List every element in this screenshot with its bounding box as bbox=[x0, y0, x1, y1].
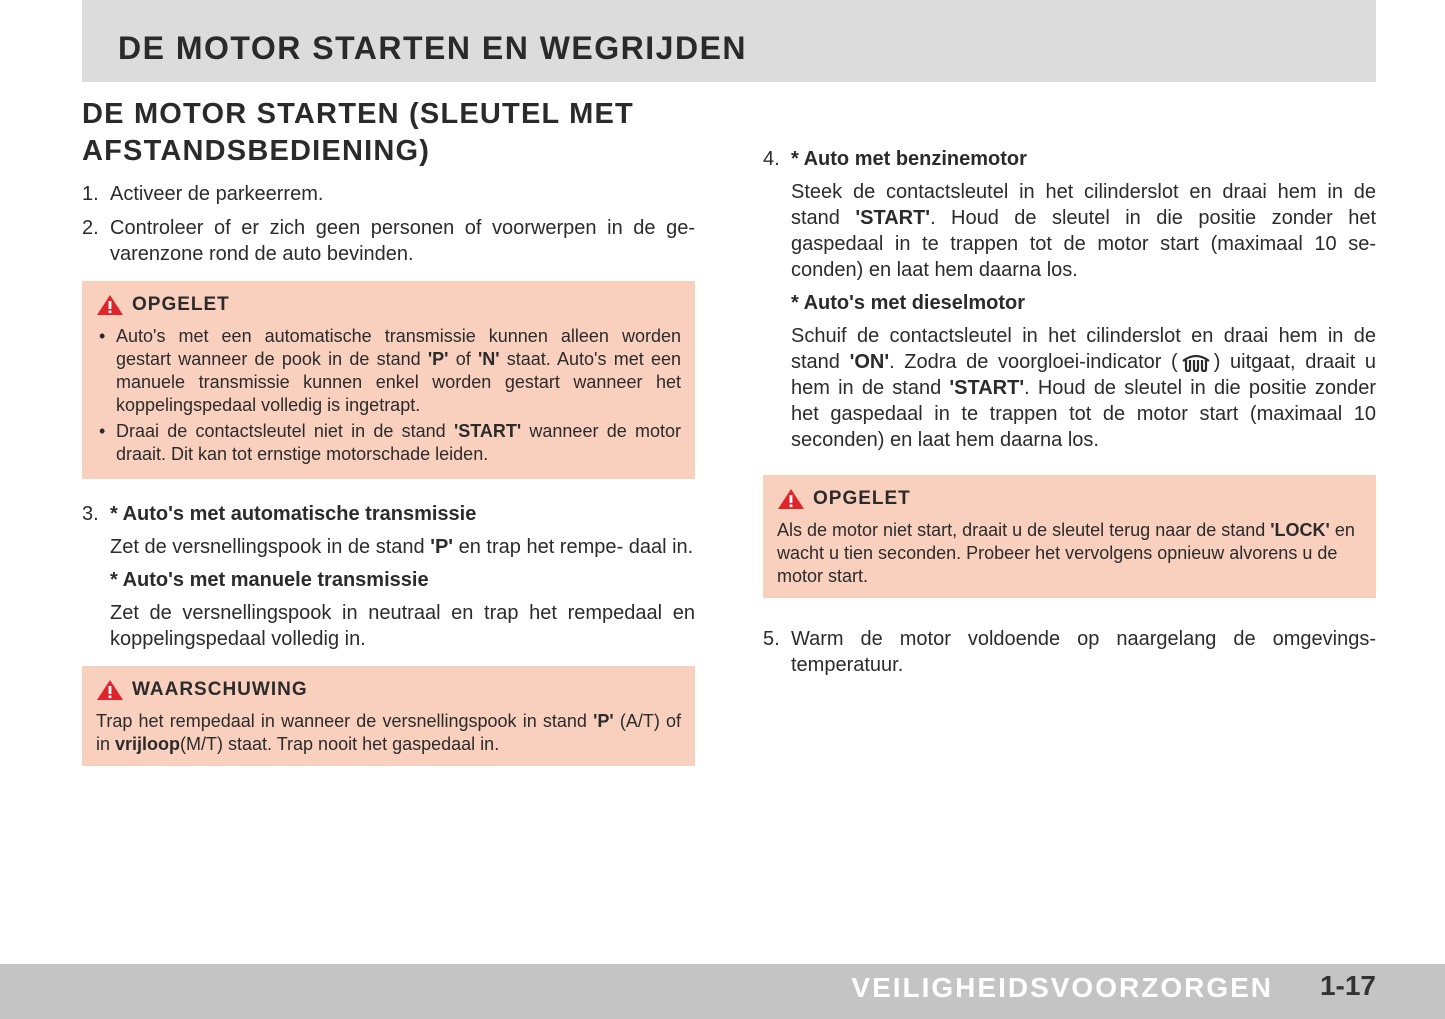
text-run-bold: 'P' bbox=[430, 536, 454, 558]
text-run-bold: 'ON' bbox=[849, 351, 890, 373]
page-number: 1-17 bbox=[1319, 970, 1376, 1001]
text-run: . Houd de sleutel in die positie zonder het gaspedaal in te trappen tot de motor start (maximaal 10 seconden) en laat hem daarna los. bbox=[791, 377, 1377, 451]
text-run: en trap het rempe- daal in. bbox=[453, 536, 694, 558]
step-5 bbox=[763, 626, 1376, 678]
text-run-bold: 'N' bbox=[477, 349, 500, 369]
warning-triangle-icon bbox=[96, 679, 124, 701]
callout-title: OPGELET bbox=[813, 488, 911, 509]
step-3-auto-heading: * Auto's met automatische transmissie bbox=[110, 503, 477, 525]
text-run: of bbox=[448, 349, 478, 369]
warning-triangle-icon bbox=[96, 294, 124, 316]
text-run-bold: vrijloop bbox=[115, 734, 181, 754]
text-run-bold: 'START' bbox=[855, 207, 931, 229]
text-run: Trap het rempedaal in wanneer de versnellingspook in stand bbox=[96, 711, 594, 731]
text-run: en wacht u tien seconden. Probeer het vervolgens opnieuw alvorens u de motor start. bbox=[777, 520, 1355, 586]
text-run: Auto's met een automatische transmissie kunnen alleen worden gestart wanneer de pook in de stand bbox=[116, 326, 681, 369]
text-run-bold: 'START' bbox=[949, 377, 1025, 399]
warning-triangle-icon bbox=[777, 488, 805, 510]
step-number: 3. bbox=[82, 503, 99, 525]
bullet-item bbox=[96, 325, 681, 417]
text-run: . Zodra de voorgloei-indicator ( bbox=[889, 351, 1178, 373]
text-run: Draai de contactsleutel niet in de stand bbox=[116, 421, 454, 441]
callout-header bbox=[96, 294, 681, 316]
step-number: 4. bbox=[763, 148, 780, 170]
text-run: (M/T) staat. Trap nooit het gaspedaal in. bbox=[180, 734, 500, 754]
step-1-text: Activeer de parkeerrem. bbox=[110, 183, 324, 205]
text-run: Als de motor niet start, draait u de sleutel terug naar de stand bbox=[777, 520, 1271, 540]
section-title-line1: DE MOTOR STARTEN (SLEUTEL MET bbox=[82, 98, 634, 130]
step-4-diesel-heading: * Auto's met dieselmotor bbox=[791, 292, 1026, 314]
text-run: (A/T) of in bbox=[96, 711, 681, 754]
footer-band bbox=[0, 964, 1445, 1019]
callout-title: WAARSCHUWING bbox=[132, 679, 308, 700]
step-3-auto-text bbox=[110, 534, 695, 560]
right-column bbox=[763, 146, 1376, 678]
page-header-title: DE MOTOR STARTEN EN WEGRIJDEN bbox=[118, 30, 748, 66]
step-2-text: Controleer of er zich geen personen of voorwerpen in de ge- varenzone rond de auto bevinden. bbox=[110, 217, 695, 265]
text-run: Schuif de contactsleutel in het cilinderslot en draai hem in de stand bbox=[791, 325, 1376, 373]
step-3-manual-heading: * Auto's met manuele transmissie bbox=[110, 569, 429, 591]
text-run-bold: 'P' bbox=[593, 711, 614, 731]
step-2 bbox=[82, 215, 695, 267]
step-4-diesel-text bbox=[791, 323, 1376, 453]
callout-bullets bbox=[96, 325, 681, 466]
caution-callout-1 bbox=[82, 281, 695, 479]
caution-callout-2 bbox=[763, 475, 1376, 598]
step-3 bbox=[82, 501, 695, 652]
section-title bbox=[82, 96, 695, 170]
step-3-manual-text: Zet de versnellingspook in neutraal en trap het rempedaal en koppelingspedaal volledig in. bbox=[110, 602, 695, 650]
step-number: 1. bbox=[82, 183, 99, 205]
section-title-line2: AFSTANDSBEDIENING) bbox=[82, 135, 431, 167]
step-number: 5. bbox=[763, 628, 780, 650]
header-band bbox=[82, 0, 1376, 82]
glow-plug-icon bbox=[1180, 352, 1212, 372]
step-5-text: Warm de motor voldoende op naargelang de omgevings- temperatuur. bbox=[791, 628, 1376, 676]
text-run-bold: 'LOCK' bbox=[1270, 520, 1330, 540]
step-4 bbox=[763, 146, 1376, 453]
text-run: Steek de contactsleutel in het cilinderslot en draai hem in de stand bbox=[791, 181, 1376, 229]
bullet-item bbox=[96, 420, 681, 466]
left-column bbox=[82, 96, 695, 766]
step-1 bbox=[82, 181, 695, 207]
step-4-petrol-text bbox=[791, 179, 1376, 283]
callout-header bbox=[777, 488, 1362, 510]
callout-header bbox=[96, 679, 681, 701]
callout-text bbox=[777, 519, 1362, 588]
text-run: ) uitgaat, draait u hem in de stand bbox=[791, 351, 1377, 399]
warning-callout bbox=[82, 666, 695, 766]
step-4-petrol-heading: * Auto met benzinemotor bbox=[791, 148, 1027, 170]
callout-text bbox=[96, 710, 681, 756]
text-run-bold: 'START' bbox=[453, 421, 522, 441]
callout-title: OPGELET bbox=[132, 294, 230, 315]
text-run: . Houd de sleutel in die positie zonder het gaspedaal in te trappen tot de motor start (maximaal 10 se- conden) en laat hem daarna los. bbox=[791, 207, 1377, 281]
text-run: wanneer de motor draait. Dit kan tot ernstige motorschade leiden. bbox=[116, 421, 681, 464]
step-number: 2. bbox=[82, 217, 99, 239]
text-run: staat. Auto's met een manuele transmissie kunnen enkel worden gestart wanneer het koppelingspedaal volledig is ingetrapt. bbox=[116, 349, 682, 415]
text-run-bold: 'P' bbox=[427, 349, 449, 369]
text-run: Zet de versnellingspook in de stand bbox=[110, 536, 431, 558]
footer-section-label: VEILIGHEIDSVOORZORGEN bbox=[851, 972, 1273, 1003]
